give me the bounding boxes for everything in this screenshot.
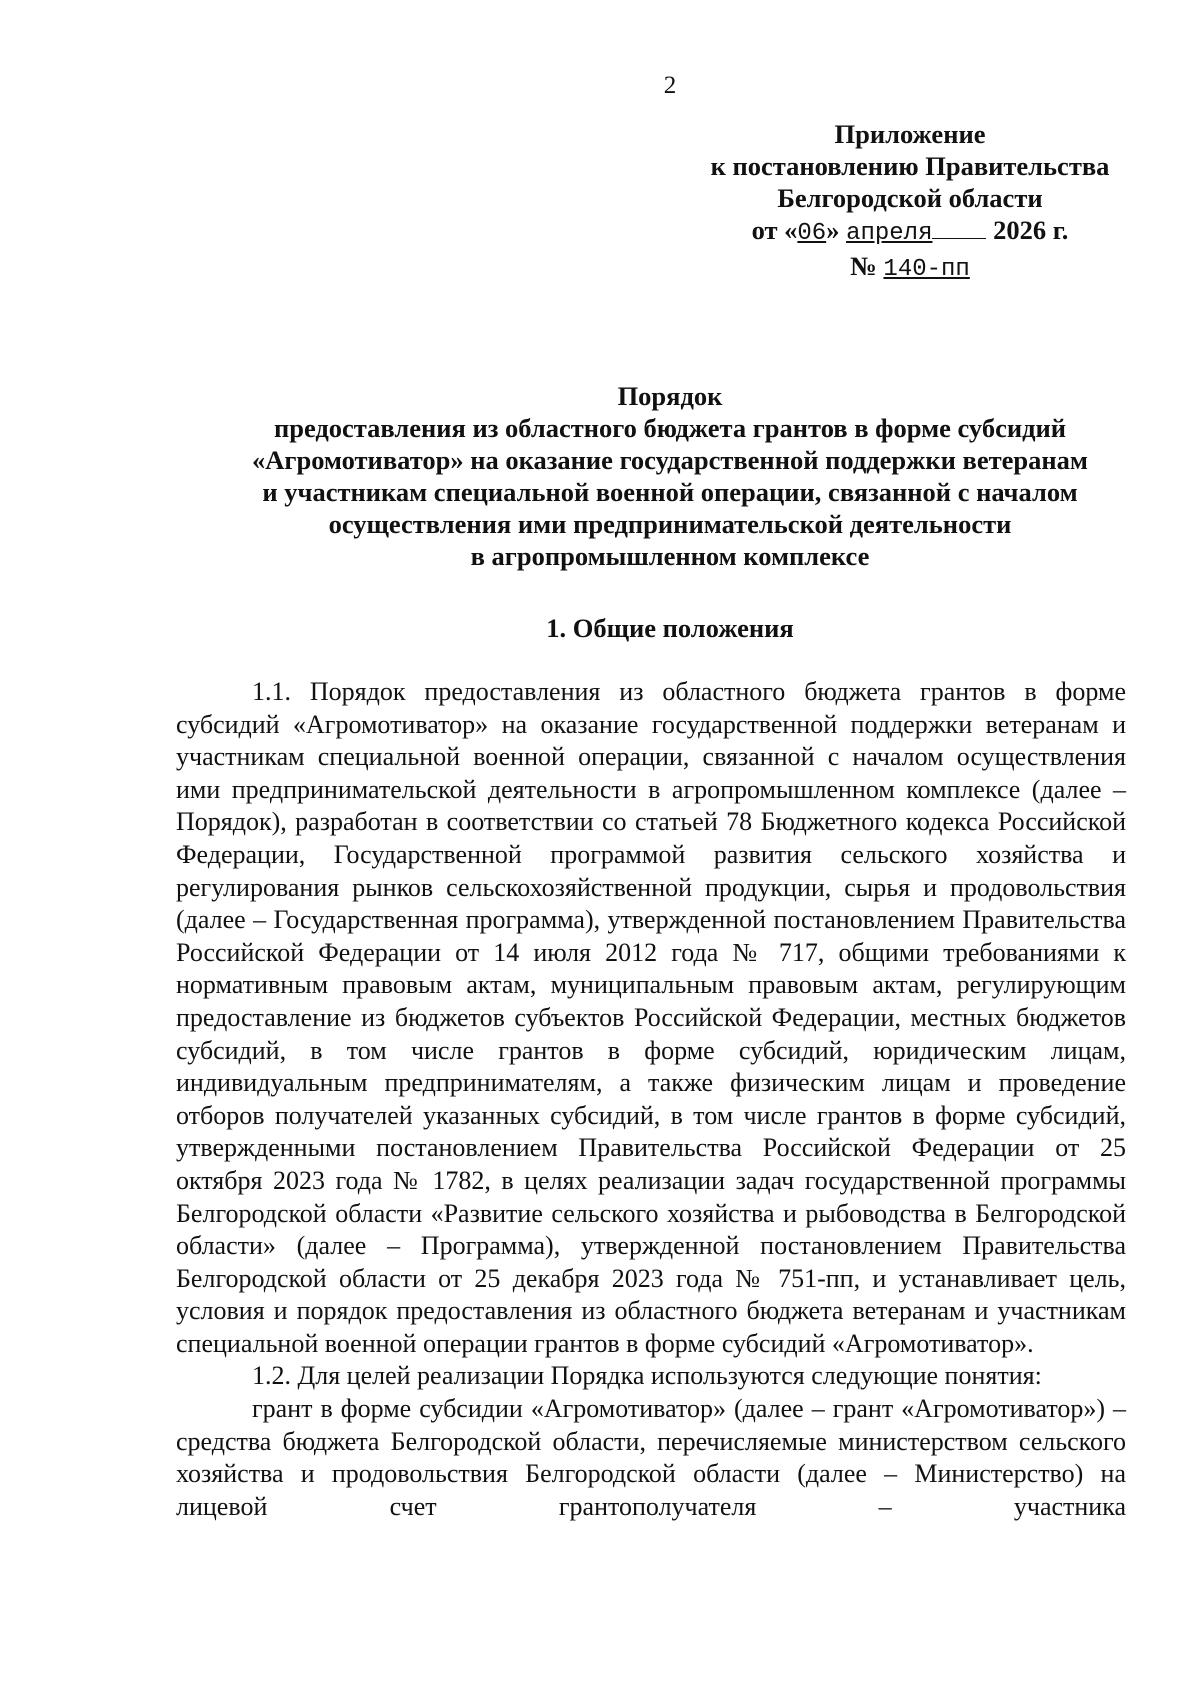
- appendix-date-line: [680, 214, 1140, 250]
- title-line: «Агромотиватор» на оказание государственной поддержки ветеранам: [252, 445, 1088, 475]
- appendix-title: Приложение: [834, 119, 986, 149]
- document-title: [120, 380, 1200, 572]
- appendix-region-line: Белгородской области: [777, 183, 1043, 213]
- body-text: [176, 676, 1126, 1523]
- number-prefix: №: [850, 251, 877, 281]
- appendix-block: [680, 118, 1140, 286]
- page-number: 2: [663, 72, 677, 99]
- paragraph-1-1: 1.1. Порядок предоставления из областного бюджета грантов в форме субсидий «Агромотиватор» на оказание государственной поддержки ветеранам и участникам специальной военной операции, связанной с началом осуществления ими предпринимательской деятельности в агропромышленном комплексе (далее – Порядок), разработан в соответствии со статьей 78 Бюджетного кодекса Российской Федерации, Государственной программой развития сельского хозяйства и регулирования рынков сельскохозяйственной продукции, сырья и продовольствия (далее – Государственная программа), утвержденной постановлением Правительства Российской Федерации от 14 июля 2012 года № 717, общими требованиями к нормативным правовым актам, муниципальным правовым актам, регулирующим предоставление из бюджетов субъектов Российской Федерации, местных бюджетов субсидий, в том числе грантов в форме субсидий, юридическим лицам, индивидуальным предпринимателям, а также физическим лицам и проведение отборов получателей указанных субсидий, в том числе грантов в форме субсидий, утвержденными постановлением Правительства Российской Федерации от 25 октября 2023 года № 1782, в целях реализации задач государственной программы Белгородской области «Развитие сельского хозяйства и рыбоводства в Белгородской области» (далее – Программа), утвержденной постановлением Правительства Белгородской области от 25 декабря 2023 года № 751-пп, и устанавливает цель, условия и порядок предоставления из областного бюджета ветеранам и участникам специальной военной операции грантов в форме субсидий «Агромотиватор».: [176, 677, 1126, 1358]
- section-heading: 1. Общие положения: [546, 613, 794, 643]
- date-blank-line: [932, 220, 986, 239]
- date-day: 06: [797, 220, 827, 247]
- title-line: и участникам специальной военной операции, связанной с началом: [262, 477, 1078, 507]
- date-year: 2026 г.: [993, 215, 1069, 245]
- number-value: 140-пп: [883, 256, 970, 283]
- appendix-resolution-line: к постановлению Правительства: [710, 151, 1110, 181]
- title-line: предоставления из областного бюджета грантов в форме субсидий: [273, 413, 1067, 443]
- title-line: осуществления ими предпринимательской деятельности: [328, 509, 1012, 539]
- title-heading: Порядок: [617, 381, 723, 411]
- paragraph-definition: грант в форме субсидии «Агромотиватор» (далее – грант «Агромотиватор») – средства бюджета Белгородской области, перечисляемые министерством сельского хозяйства и продовольствия Белгородской области (далее – Министерство) на лицевой счет грантополучателя – участника: [176, 1394, 1126, 1521]
- date-month: апреля: [846, 220, 933, 247]
- title-line: в агропромышленном комплексе: [470, 541, 870, 571]
- date-mid: »: [826, 215, 840, 245]
- date-prefix: от «: [751, 215, 798, 245]
- appendix-number-line: [680, 250, 1140, 286]
- paragraph-1-2: 1.2. Для целей реализации Порядка используются следующие понятия:: [252, 1361, 1042, 1391]
